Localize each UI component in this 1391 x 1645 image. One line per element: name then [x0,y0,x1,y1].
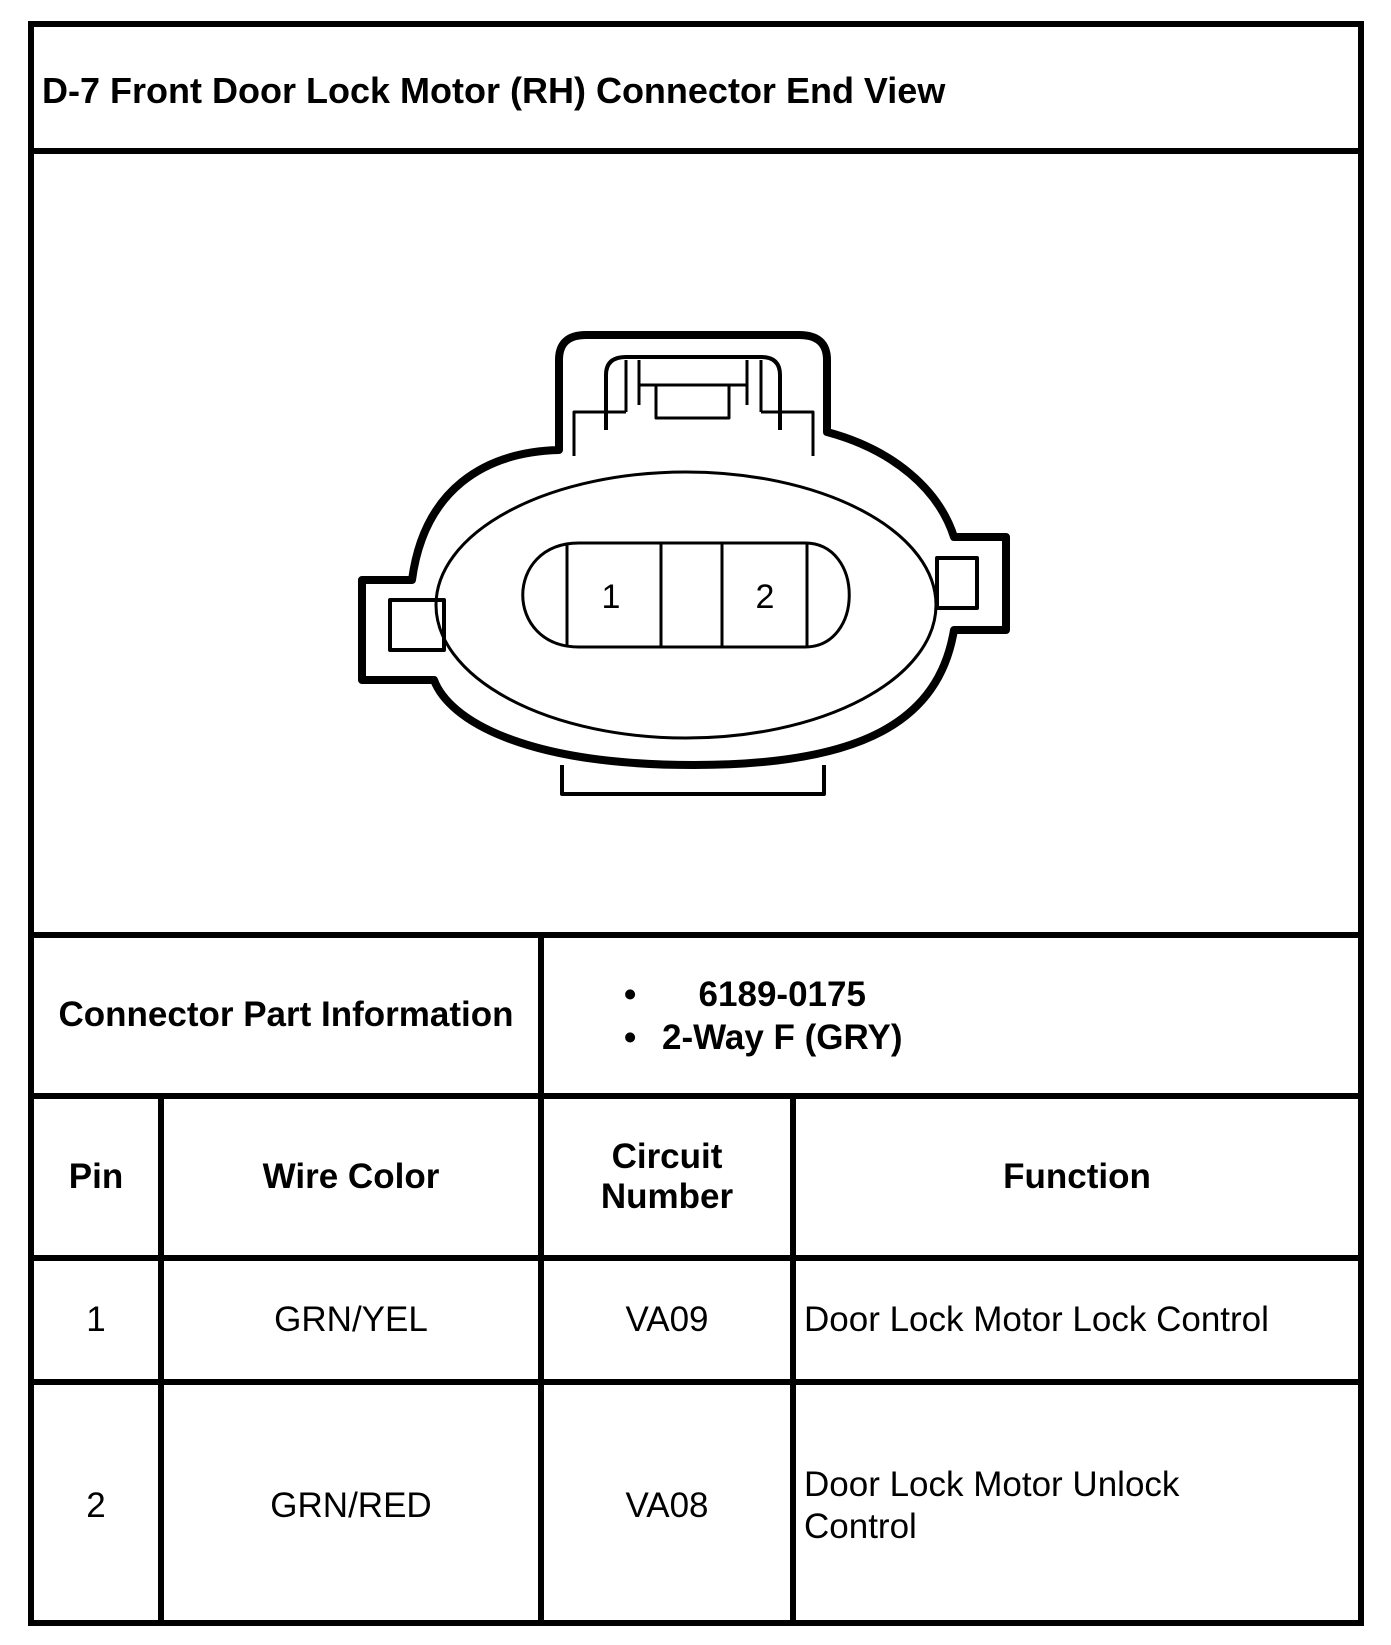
connector-drawing [34,160,1358,977]
table-row-1-wire-color: GRN/YEL [274,1300,428,1339]
header-circuit-line2: Number [600,1177,734,1216]
table-row-1-circuit: VA09 [625,1300,709,1339]
part-info-label: Connector Part Information [58,995,514,1035]
table-row-2-pin: 2 [86,1485,106,1525]
table-row-1-pin: 1 [86,1300,106,1339]
part-info-list [624,973,902,1059]
header-function: Function [1003,1156,1151,1196]
header-circuit-line1: Circuit [611,1136,723,1176]
table-row-2-circuit: VA08 [625,1485,709,1525]
divider [34,148,1358,154]
bottom-rib [562,765,824,794]
connector-seal-inner [436,472,936,738]
table-row-2-wire-color: GRN/RED [270,1485,432,1525]
right-latch [937,558,977,608]
pin-1-label: 1 [601,578,621,616]
table-row-2-function: Door Lock Motor Unlock Control [804,1464,1180,1546]
page-title: D-7 Front Door Lock Motor (RH) Connector End View [42,69,946,111]
part-info-values [544,938,1358,1093]
locking-tab-inner [574,360,813,456]
pin-2-label: 2 [755,578,775,616]
terminal-cavity-block [523,543,850,647]
header-wire-color: Wire Color [262,1156,440,1196]
connector-end-view [34,160,1358,977]
connector-sheet [28,21,1364,1626]
table-row-1-function: Door Lock Motor Lock Control [804,1300,1269,1339]
header-pin: Pin [68,1156,124,1196]
part-description: • 2-Way F (GRY) [624,1016,902,1059]
part-number: • 6189-0175 [624,973,902,1016]
header-circuit-number [544,1099,790,1255]
